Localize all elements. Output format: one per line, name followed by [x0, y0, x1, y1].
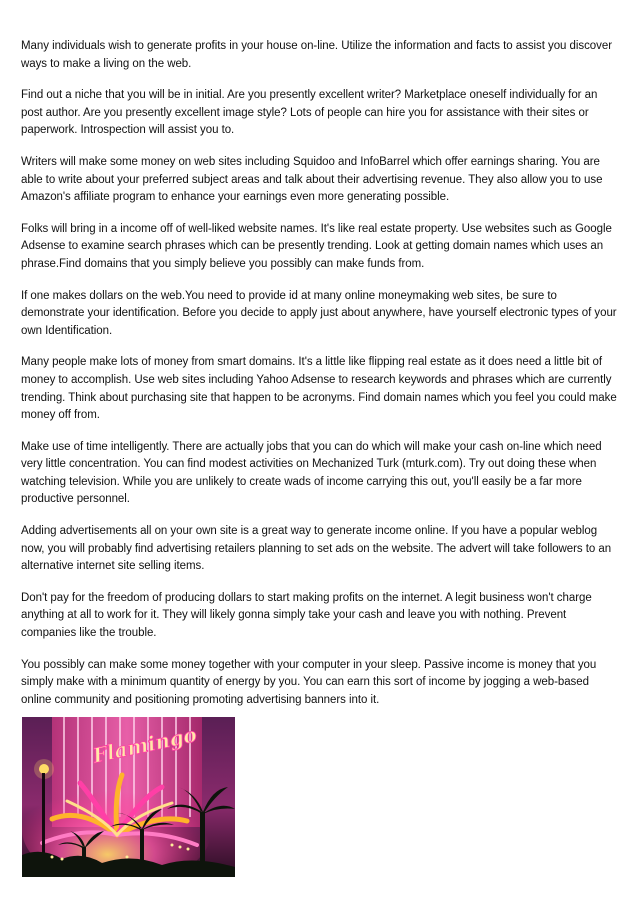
paragraph-3: Writers will make some money on web sites including Squidoo and InfoBarrel which offer earnings sharing. You are able to write about your preferred subject areas and talk about their advertising revenue. They also allow you to use Amazon's affiliate program to enhance your earnings even more generating possible.: [21, 155, 603, 204]
paragraph-10: You possibly can make some money together with your computer in your sleep. Passive income is money that you simply make with a minimum quantity of energy by you. You can earn this sort of income by jogging a web-based online community and positioning promoting advertising banners into it.: [21, 658, 597, 706]
flamingo-neon-photo: [22, 717, 235, 877]
paragraph-6: Many people make lots of money from smart domains. It's a little like flipping real estate as it does need a little bit of money to accomplish. Use web sites including Yahoo Adsense to research keywords and phrases which are currently trending. Think about purchasing site that happen to be acronyms. Find domain names which you feel you could make money off from.: [21, 356, 617, 422]
paragraph-4: Folks will bring in a income off of well-liked website names. It's like real estate property. Use websites such as Google Adsense to examine search phrases which can be presently trending. Look at getting domain names which uses an phrase.Find domains that you simply believe you possibly can make funds from.: [21, 222, 612, 270]
paragraph-7: Make use of time intelligently. There are actually jobs that you can do which will make your cash on-line which need very little concentration. You can find modest activities on Mechanized Turk (mturk.com). Try out doing these when watching television. While you are unlikely to create wads of income carrying this out, you'll easily be a far more productive personnel.: [21, 440, 602, 506]
paragraph-1: Many individuals wish to generate profits in your house on-line. Utilize the information and facts to assist you discover ways to make a living on the web.: [21, 40, 612, 70]
document-body: [21, 38, 621, 723]
flamingo-photo-illustration: [22, 717, 235, 877]
flamingo-sign-text: Flamingo: [90, 722, 199, 768]
paragraph-5: If one makes dollars on the web.You need to provide id at many online moneymaking web sites, be sure to demonstrate your identification. Before you decide to apply just about anywhere, have yourself electronic types of your own Identification.: [21, 289, 617, 337]
paragraph-8: Adding advertisements all on your own site is a great way to generate income online. If you have a popular weblog now, you will probably find advertising retailers planning to set ads on the website. The advert will take followers to an alternative internet site selling items.: [21, 525, 612, 573]
paragraph-2: Find out a niche that you will be in initial. Are you presently excellent writer? Marketplace oneself individually for an post author. Are you presently excellent image style? Lots of people can hire you for assistance with their sites or paperwork. Introspection will assist you to.: [21, 89, 598, 137]
paragraph-9: Don't pay for the freedom of producing dollars to start making profits on the internet. A legit business won't charge anything at all to work for it. They will likely gonna simply take your cash and leave you with nothing. Prevent companies like the trouble.: [21, 591, 592, 640]
